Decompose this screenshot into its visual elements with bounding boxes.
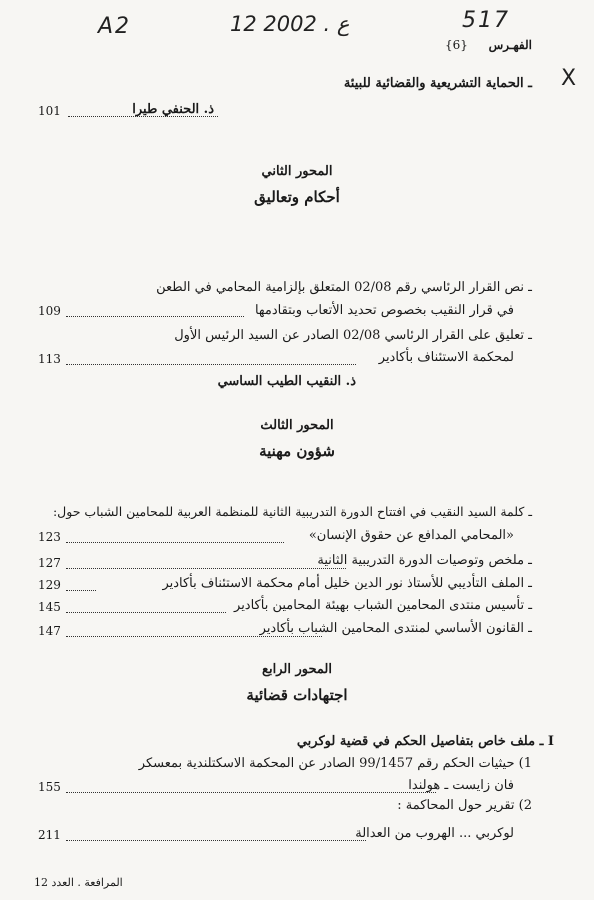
dot-leader — [66, 542, 284, 543]
axis-label: المحور الرابع — [262, 662, 332, 677]
dot-leader — [66, 792, 436, 793]
dot-leader — [66, 636, 322, 637]
footer-text: المرافعة . العدد 12 — [34, 876, 123, 889]
toc-item-text: ـ تأسيس منتدى المحامين الشباب بهيئة المحامين بأكادير — [234, 598, 532, 613]
toc-item-text: 2) تقرير حول المحاكمة : — [397, 798, 532, 813]
toc-item-text: في قرار النقيب بخصوص تحديد الأتعاب وبتقادمها — [254, 303, 514, 318]
toc-page: 127 — [38, 556, 61, 570]
toc-item-text: لمحكمة الاستئناف بأكادير — [378, 350, 514, 365]
dot-leader — [66, 590, 96, 591]
toc-item-text: ـ تعليق على القرار الرئاسي 02/08 الصادر عن السيد الرئيس الأول — [174, 328, 532, 343]
dot-leader — [66, 612, 226, 613]
dot-leader — [66, 316, 244, 317]
handwritten-reference: 517 — [462, 8, 510, 33]
toc-item-environment: ـ الحماية التشريعية والقضائية للبيئة — [343, 76, 532, 91]
toc-item-text: ـ نص القرار الرئاسي رقم 02/08 المتعلق بإلزامية المحامي في الطعن — [156, 280, 532, 295]
axis-title: شؤون مهنية — [259, 442, 335, 460]
handwritten-code: A2 — [98, 14, 132, 39]
index-header — [489, 38, 532, 52]
dot-leader — [66, 840, 366, 841]
toc-item-text: فان زايست ـ هولندا — [408, 778, 514, 793]
toc-item-text: ـ كلمة السيد النقيب في افتتاح الدورة التدريبية الثانية للمنظمة العربية للمحامين الشباب حول: — [52, 504, 532, 519]
header-title: الفهـرس — [488, 38, 532, 52]
toc-item-text: لوكربي ... الهروب من العدالة — [355, 826, 514, 841]
toc-item-text: «المحامي المدافع عن حقوق الإنسان» — [308, 528, 514, 543]
toc-page: 123 — [38, 530, 61, 544]
toc-item-text: 1) حيثيات الحكم رقم 99/1457 الصادر عن المحكمة الاسكتلندية بمعسكر — [138, 756, 532, 771]
dot-leader — [66, 364, 356, 365]
toc-page: 147 — [38, 624, 61, 638]
toc-item-text: ـ القانون الأساسي لمنتدى المحامين الشباب بأكادير — [259, 621, 532, 636]
axis-label: المحور الثاني — [261, 164, 333, 179]
author-name: ذ. النقيب الطيب الساسي — [217, 374, 356, 389]
toc-page: 145 — [38, 600, 61, 614]
author-name: ذ. الحنفي طيرا — [132, 102, 214, 117]
toc-page: 155 — [38, 780, 61, 794]
header-page-number: {6} — [445, 38, 468, 52]
toc-item-text: ـ ملخص وتوصيات الدورة التدريبية الثانية — [317, 553, 532, 568]
handwritten-date: 12 ع . 2002 — [230, 12, 350, 36]
dot-leader — [66, 568, 346, 569]
toc-page: 113 — [38, 352, 61, 366]
axis-title: اجتهادات قضائية — [246, 686, 348, 704]
section-heading: I ـ ملف خاص بتفاصيل الحكم في قضية لوكربي — [296, 734, 554, 749]
footer-journal — [34, 876, 123, 889]
handwritten-mark: X — [561, 66, 579, 91]
axis-label: المحور الثالث — [260, 418, 334, 433]
toc-page: 101 — [38, 104, 61, 118]
axis-title: أحكام وتعاليق — [254, 188, 340, 206]
toc-page: 109 — [38, 304, 61, 318]
toc-page: 129 — [38, 578, 61, 592]
toc-item-text: ـ الملف التأديبي للأستاذ نور الدين خليل أمام محكمة الاستئناف بأكادير — [162, 576, 532, 591]
toc-page: 211 — [38, 828, 61, 842]
